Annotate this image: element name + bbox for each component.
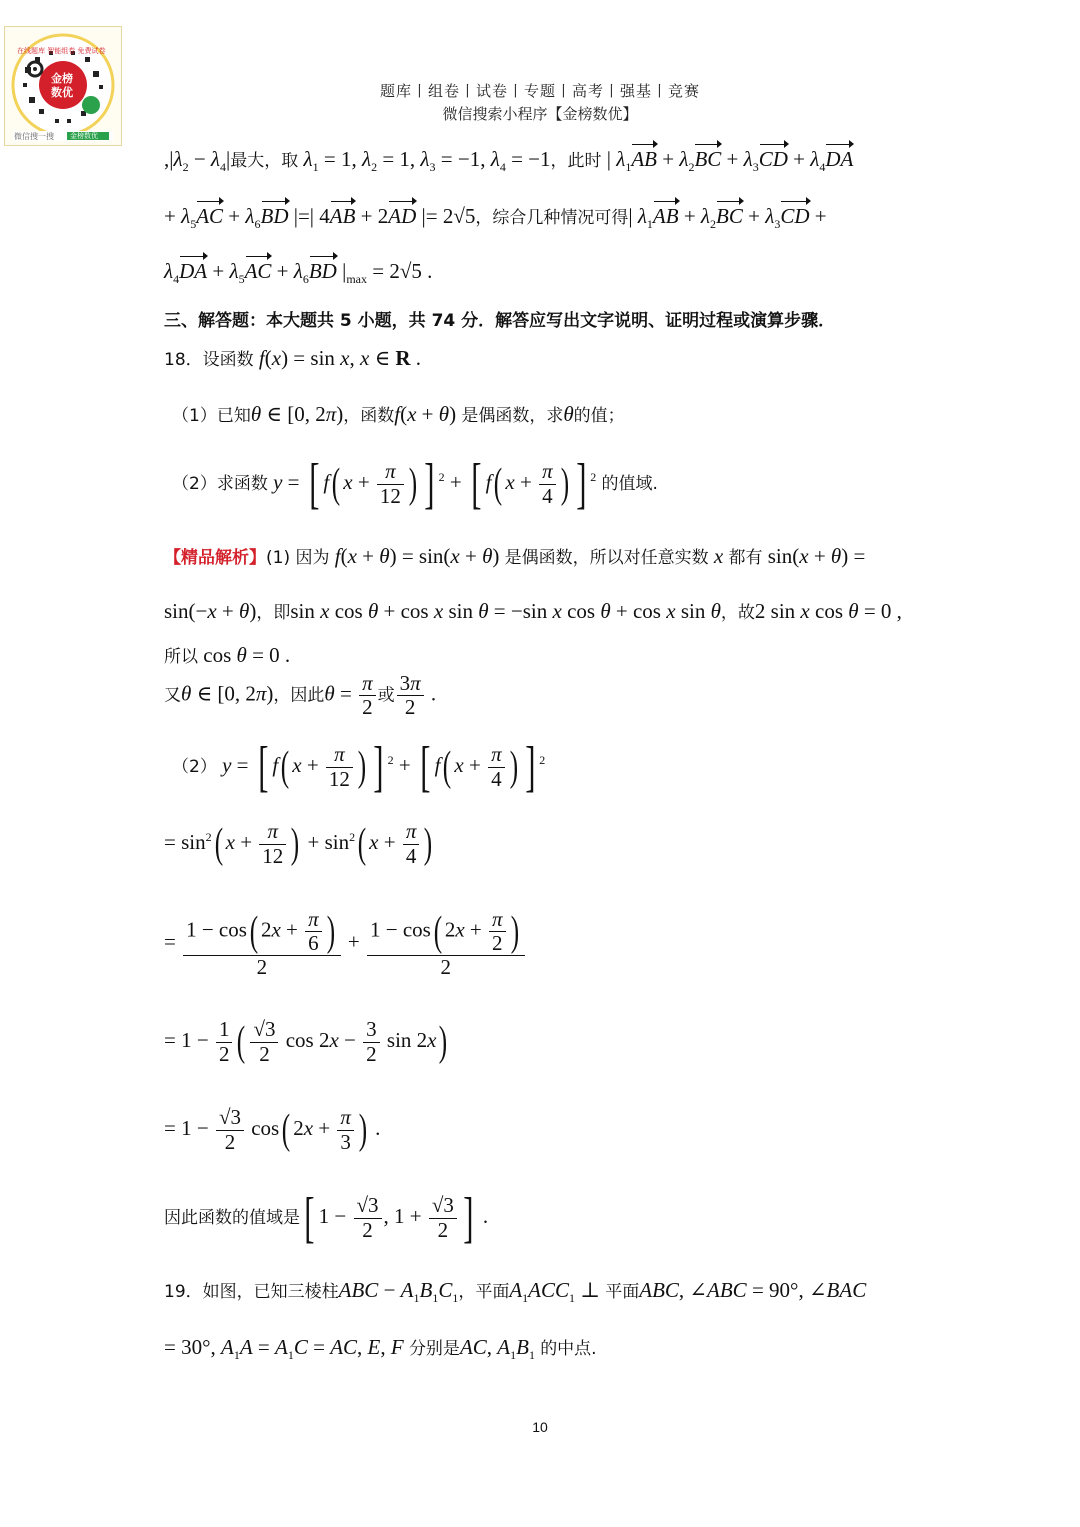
section-heading: 三、解答题：本大题共 5 小题，共 74 分．解答应写出文字说明、证明过程或演算步骤． (164, 311, 836, 331)
analysis-line-5: （2） y = [ f( x + $\frac{\pi}{12}$ ) ] $^2$ + [ f( x + $\frac{\pi}{4}$ ) ] $^2$ (172, 736, 546, 798)
text-line-1: $,|\lambda_2 - \lambda_4|$最大，取 $\lambda_1 = 1$, $\lambda_2 = 1$, $\lambda_3 = -1$, $\lambda_4 = -1$，此时 | $\lambda_1AB + \lambda_2BC + \lambda_3CD + \lambda_4DA$ (164, 147, 854, 175)
analysis-line-6: = $\sin^2$( x + $\frac{\pi}{12}$ ) + $\sin^2$( x + $\frac{\pi}{4}$ ) (164, 819, 433, 868)
analysis-line-8: = 1 − $\frac{1}{2}$ ( $\frac{√3}{2}$ cos 2x − $\frac{3}{2}$ sin 2x) (164, 1017, 448, 1066)
question-18-part-2: （2）求函数 y = [ f( x + $\frac{\pi}{12}$ ) ] $^2$ + [ f( x + $\frac{\pi}{4}$ ) ] $^2$ 的值域. (172, 453, 658, 515)
svg-text:数优: 数优 (51, 86, 73, 99)
logo-caption-badge: 金榜数优 (70, 132, 98, 140)
question-19-line-1: 19．如图，已知三棱柱ABC − $A_1B_1C_1$，平面$A_1ACC_1$ ⊥ 平面ABC, ∠ABC = 90°, ∠BAC (164, 1278, 867, 1306)
question-18-part-1: （1）已知θ ∈ [0, 2π)，函数f(x + θ) 是偶函数，求θ的值； (172, 402, 625, 426)
text-line-3: $\lambda_4DA + \lambda_5AC + \lambda_6BD$ $|_{max} = 2√5$ . (164, 259, 433, 287)
page-number: 10 (532, 1419, 548, 1435)
analysis-line-2: sin(−x + θ)，即sin x cos θ + cos x sin θ = −sin x cos θ + cos x sin θ，故2 sin x cos θ = 0 , (164, 599, 902, 623)
header-nav: 题库丨组卷丨试卷丨专题丨高考丨强基丨竞赛 (379, 82, 700, 100)
analysis-final: 因此函数的值域是[ 1 − $\frac{√3}{2}$ , 1 + $\frac{√3}{2}$ ] . (164, 1187, 489, 1249)
svg-text:金榜: 金榜 (51, 72, 73, 85)
logo-ring-text: 在线题库 智能组卷 免费试卷 (17, 47, 106, 55)
analysis-line-7: = 1 − cos( 2x + $\frac{\pi}{6}$ ) 2 + 1 − cos( 2x + $\frac{\pi}{2}$ ) 2 (164, 908, 527, 979)
analysis-line-1: 【精品解析】(1) 因为 f(x + θ) = sin(x + θ) 是偶函数，所以对任意实数 x 都有 sin(x + θ) = (164, 544, 866, 568)
question-18: 18．设函数 f(x) = sin x, x ∈ R . (164, 346, 422, 370)
question-19-line-2: = 30°, $A_1A = A_1C$ = AC, E, F 分别是AC, $A_1B_1$ 的中点. (164, 1335, 597, 1363)
analysis-tag: 【精品解析】 (164, 548, 266, 568)
analysis-line-3: 所以 cos θ = 0 . (164, 643, 291, 667)
analysis-line-9: = 1 − $\frac{√3}{2}$ cos( 2x + $\frac{\pi}{3}$ ) . (164, 1105, 381, 1154)
text-line-2: + $\lambda_5AC + \lambda_6BD$ |=| 4AB + 2AD |= 2√5，综合几种情况可得| $\lambda_1AB + \lambda_2BC + \lambda_3CD$ + (164, 204, 827, 232)
analysis-line-4: 又θ ∈ [0, 2π)，因此θ = $\frac{\pi}{2}$ 或 $\frac{3\pi}{2}$ . (164, 671, 437, 720)
logo-caption: 微信搜一搜 (14, 132, 54, 141)
header-subtitle: 微信搜索小程序【金榜数优】 (442, 105, 638, 123)
